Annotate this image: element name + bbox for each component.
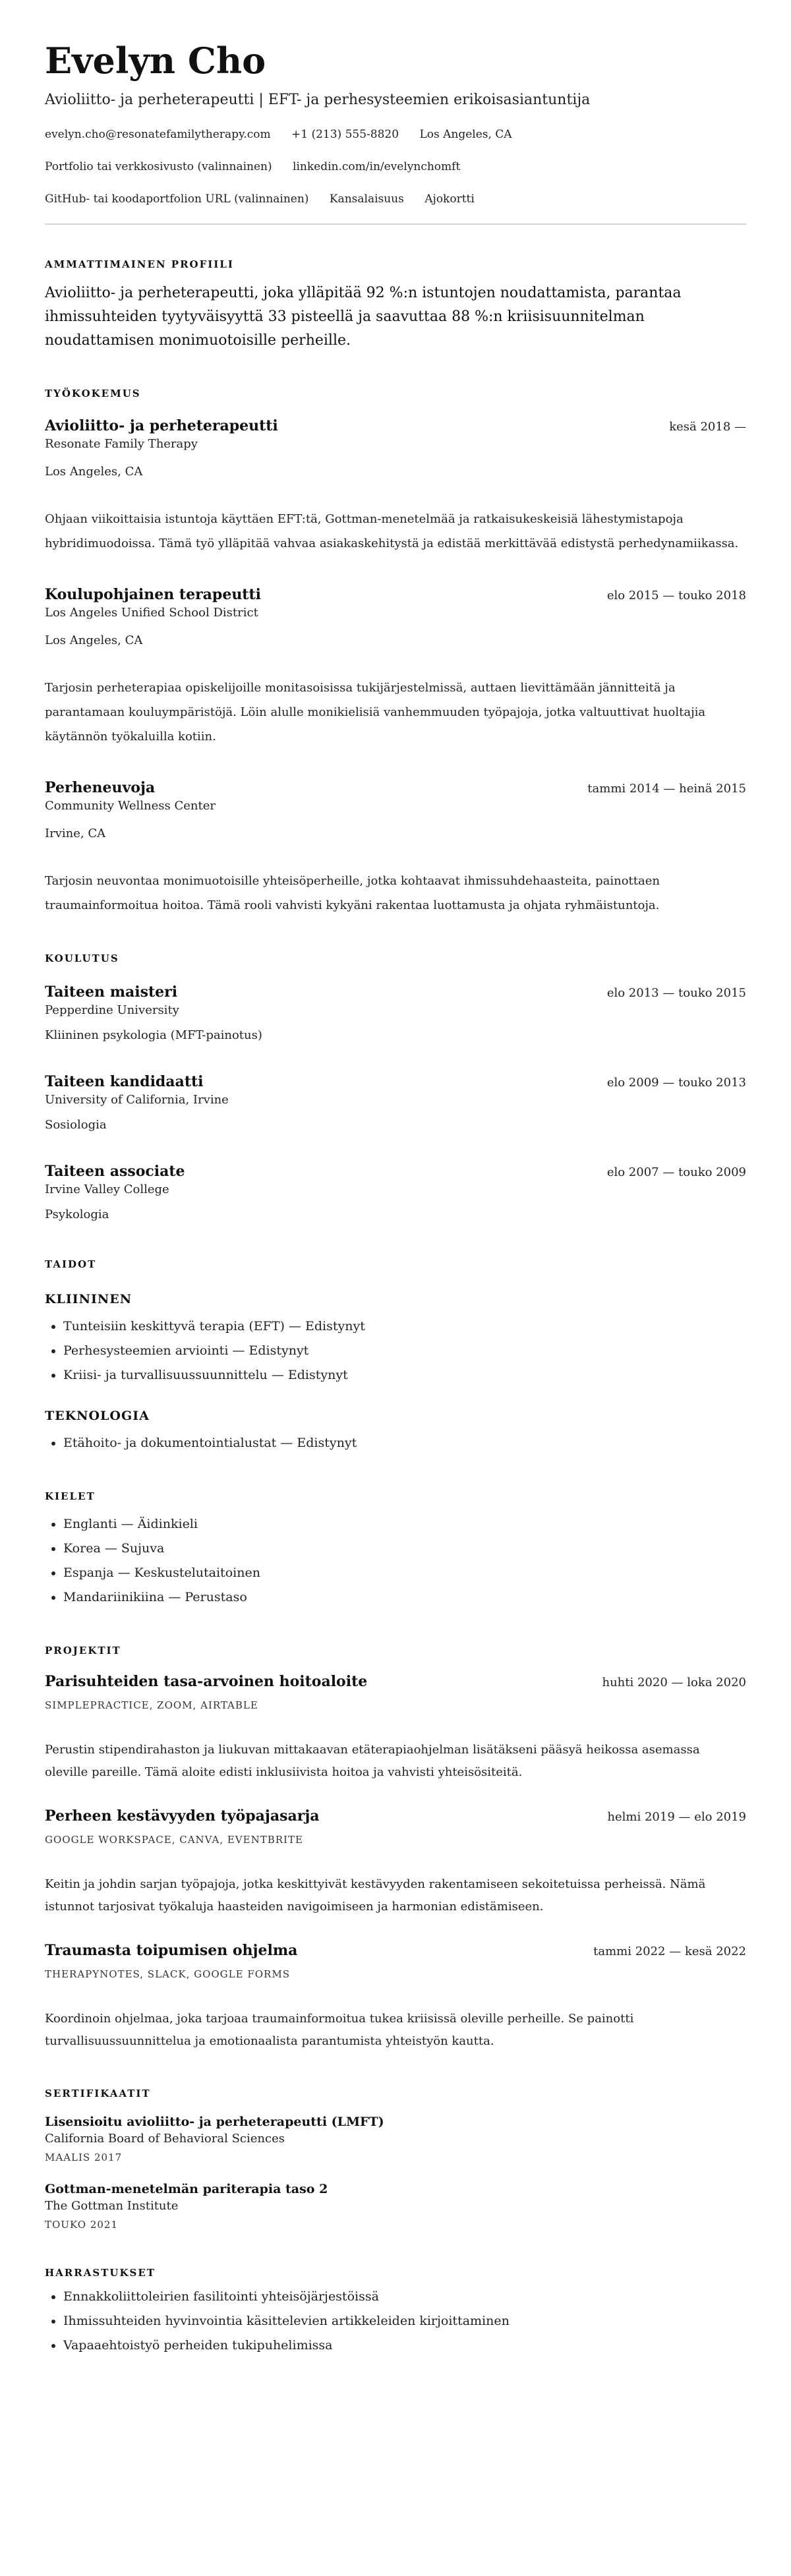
- item-date: elo 2009 — touko 2013: [606, 1076, 746, 1090]
- email-link[interactable]: evelyn.cho@resonatefamilytherapy.com: [45, 128, 271, 141]
- item-header: [45, 416, 746, 436]
- section-heading: TAIDOT: [45, 1258, 97, 1270]
- contact-row: [45, 191, 746, 207]
- section-heading: KOULUTUS: [45, 952, 119, 964]
- skill-list: [45, 1431, 746, 1455]
- education-section: [45, 952, 746, 1223]
- experience-section: [45, 387, 746, 918]
- school: University of California, Irvine: [45, 1093, 229, 1107]
- section-heading: KIELET: [45, 1490, 96, 1502]
- job-entry: [45, 585, 746, 749]
- certification-title: Gottman-menetelmän pariterapia taso 2: [45, 2182, 328, 2196]
- contact-info: [45, 127, 746, 207]
- contact-row: [45, 159, 746, 175]
- profile-section: [45, 258, 746, 353]
- section-heading: HARRASTUKSET: [45, 2267, 156, 2279]
- company: Community Wellness Center: [45, 799, 216, 813]
- certification-issuer: California Board of Behavioral Sciences: [45, 2132, 285, 2146]
- field-of-study: Psykologia: [45, 1208, 109, 1221]
- location: Los Angeles, CA: [419, 128, 512, 141]
- project-tech: GOOGLE WORKSPACE, CANVA, EVENTBRITE: [45, 1834, 303, 1846]
- item-title: Parisuhteiden tasa-arvoinen hoitoaloite: [45, 1673, 368, 1690]
- job-entry: [45, 416, 746, 556]
- profile-text: Avioliitto- ja perheterapeutti, joka ylläpitää 92 %:n istuntojen noudattamista, parantaa ihmissuhteiden tyytyväisyyttä 33 pisteellä ja saavuttaa 88 %:n kriisisuunnitelman noudattamisen monimuotoisille perheille.: [45, 285, 682, 349]
- certification-issuer: The Gottman Institute: [45, 2199, 179, 2213]
- skill-group-heading: KLIININEN: [45, 1292, 132, 1306]
- project-entry: [45, 1806, 746, 1918]
- header-divider: [45, 223, 746, 225]
- contact-row: [45, 127, 746, 142]
- phone: +1 (213) 555-8820: [291, 128, 399, 141]
- languages-section: [45, 1490, 746, 1610]
- linkedin-link[interactable]: linkedin.com/in/evelynchomft: [293, 160, 461, 173]
- section-heading: PROJEKTIT: [45, 1645, 121, 1656]
- item-header: [45, 1072, 746, 1092]
- section-heading: AMMATTIMAINEN PROFIILI: [45, 258, 234, 270]
- github-link[interactable]: GitHub- tai koodaportfolion URL (valinnainen): [45, 192, 309, 206]
- certification-date: MAALIS 2017: [45, 2152, 123, 2163]
- item-date: tammi 2022 — kesä 2022: [593, 1945, 746, 1958]
- item-title: Perheneuvoja: [45, 779, 156, 796]
- item-title: Avioliitto- ja perheterapeutti: [45, 417, 278, 434]
- item-title: Taiteen kandidaatti: [45, 1073, 204, 1090]
- skills-section: [45, 1258, 746, 1455]
- portfolio-link[interactable]: Portfolio tai verkkosivusto (valinnainen): [45, 160, 272, 173]
- language-item: • Espanja — Keskustelutaitoinen: [63, 1561, 746, 1585]
- education-entry: [45, 1072, 746, 1134]
- item-header: [45, 982, 746, 1002]
- hobby-item: • Vapaaehtoistyö perheiden tukipuhelimissa: [63, 2333, 746, 2358]
- project-tech: THERAPYNOTES, SLACK, GOOGLE FORMS: [45, 1968, 290, 1980]
- language-item: • Englanti — Äidinkieli: [63, 1512, 746, 1537]
- projects-section: [45, 1644, 746, 2053]
- item-date: elo 2007 — touko 2009: [606, 1165, 746, 1179]
- job-description: Ohjaan viikoittaisia istuntoja käyttäen EFT:tä, Gottman-menetelmää ja ratkaisukeskeisiä lähestymistapoja hybridimuodoissa. Tämä työ ylläpitää vahvaa asiakaskehitystä ja edistää merkittävää edistystä perhedynamiikassa.: [45, 512, 739, 550]
- job-location: Los Angeles, CA: [45, 465, 143, 479]
- item-header: [45, 1161, 746, 1181]
- certification-date: TOUKO 2021: [45, 2219, 118, 2231]
- hobbies-section: [45, 2266, 746, 2358]
- item-header: [45, 1672, 746, 1691]
- candidate-subtitle: Avioliitto- ja perheterapeutti | EFT- ja perhesysteemien erikoisasiantuntija: [45, 92, 591, 108]
- skill-item: • Perhesysteemien arviointi — Edistynyt: [63, 1339, 746, 1363]
- languages-list: [45, 1512, 746, 1610]
- certification-entry: [45, 2181, 746, 2232]
- candidate-name: Evelyn Cho: [45, 40, 266, 82]
- item-date: elo 2015 — touko 2018: [606, 589, 746, 602]
- item-title: Taiteen maisteri: [45, 983, 178, 1001]
- certifications-section: [45, 2087, 746, 2232]
- skill-group-heading: TEKNOLOGIA: [45, 1409, 150, 1423]
- education-entry: [45, 1161, 746, 1223]
- hobby-item: • Ihmissuhteiden hyvinvointia käsittelevien artikkeleiden kirjoittaminen: [63, 2309, 746, 2333]
- item-title: Taiteen associate: [45, 1163, 185, 1180]
- hobbies-list: [45, 2285, 746, 2358]
- section-heading: TYÖKOKEMUS: [45, 388, 141, 399]
- school: Irvine Valley College: [45, 1183, 169, 1196]
- job-location: Los Angeles, CA: [45, 633, 143, 647]
- resume-header: [45, 37, 746, 225]
- item-header: [45, 1806, 746, 1826]
- item-title: Traumasta toipumisen ohjelma: [45, 1942, 298, 1959]
- item-header: [45, 585, 746, 604]
- certification-entry: [45, 2113, 746, 2165]
- skill-list: [45, 1314, 746, 1388]
- item-date: helmi 2019 — elo 2019: [607, 1810, 746, 1824]
- item-title: Perheen kestävyyden työpajasarja: [45, 1807, 320, 1825]
- item-header: [45, 1941, 746, 1960]
- job-description: Tarjosin neuvontaa monimuotoisille yhteisöperheille, jotka kohtaavat ihmissuhdehaasteita, painottaen traumainformoitua hoitoa. Tämä rooli vahvisti kykyäni rakentaa luottamusta ja ohjata ryhmäistuntoja.: [45, 874, 660, 912]
- skill-item: • Etähoito- ja dokumentointialustat — Edistynyt: [63, 1431, 746, 1455]
- company: Resonate Family Therapy: [45, 437, 198, 451]
- project-tech: SIMPLEPRACTICE, ZOOM, AIRTABLE: [45, 1699, 258, 1711]
- company: Los Angeles Unified School District: [45, 606, 258, 620]
- item-date: huhti 2020 — loka 2020: [602, 1676, 746, 1689]
- job-location: Irvine, CA: [45, 827, 106, 840]
- item-date: kesä 2018 —: [669, 420, 746, 434]
- item-date: tammi 2014 — heinä 2015: [587, 782, 746, 796]
- item-header: [45, 778, 746, 798]
- item-title: Koulupohjainen terapeutti: [45, 586, 261, 603]
- school: Pepperdine University: [45, 1003, 179, 1017]
- section-heading: SERTIFIKAATIT: [45, 2088, 151, 2099]
- skill-item: • Tunteisiin keskittyvä terapia (EFT) — Edistynyt: [63, 1314, 746, 1339]
- job-description: Tarjosin perheterapiaa opiskelijoille monitasoisissa tukijärjestelmissä, auttaen lievittämään jännitteitä ja parantamaan kouluympäristöjä. Löin alulle monikielisiä vanhemmuuden työpajoja, jotka valtuuttivat huoltajia käytännön työkaluilla kotiin.: [45, 681, 706, 744]
- project-entry: [45, 1672, 746, 1784]
- certification-title: Lisensioitu avioliitto- ja perheterapeutti (LMFT): [45, 2115, 384, 2129]
- language-item: • Mandariinikiina — Perustaso: [63, 1585, 746, 1610]
- education-entry: [45, 982, 746, 1044]
- drivers-license: Ajokortti: [425, 192, 475, 206]
- item-date: elo 2013 — touko 2015: [606, 986, 746, 1000]
- hobby-item: • Ennakkoliittoleirien fasilitointi yhteisöjärjestöissä: [63, 2285, 746, 2309]
- citizenship: Kansalaisuus: [329, 192, 404, 206]
- project-description: Koordinoin ohjelmaa, joka tarjoaa traumainformoitua tukea kriisissä oleville perheille. Se painotti turvallisuussuunnittelua ja emotionaalista parantumista yhteistyön kautta.: [45, 2012, 634, 2048]
- project-description: Keitin ja johdin sarjan työpajoja, jotka keskittyivät kestävyyden rakentamiseen sekoitetuissa perheissä. Nämä istunnot tarjosivat työkaluja haasteiden navigoimiseen ja harmonian edistämiseen.: [45, 1877, 706, 1914]
- field-of-study: Kliininen psykologia (MFT-painotus): [45, 1028, 262, 1042]
- job-entry: [45, 778, 746, 918]
- language-item: • Korea — Sujuva: [63, 1537, 746, 1561]
- project-entry: [45, 1941, 746, 2053]
- project-description: Perustin stipendirahaston ja liukuvan mittakaavan etäterapiaohjelman lisätäkseni pääsyä heikossa asemassa oleville pareille. Tämä aloite edisti inklusiivista hoitoa ja vahvisti yhteisösiteitä.: [45, 1743, 700, 1779]
- skill-item: • Kriisi- ja turvallisuussuunnittelu — Edistynyt: [63, 1363, 746, 1388]
- field-of-study: Sosiologia: [45, 1118, 107, 1132]
